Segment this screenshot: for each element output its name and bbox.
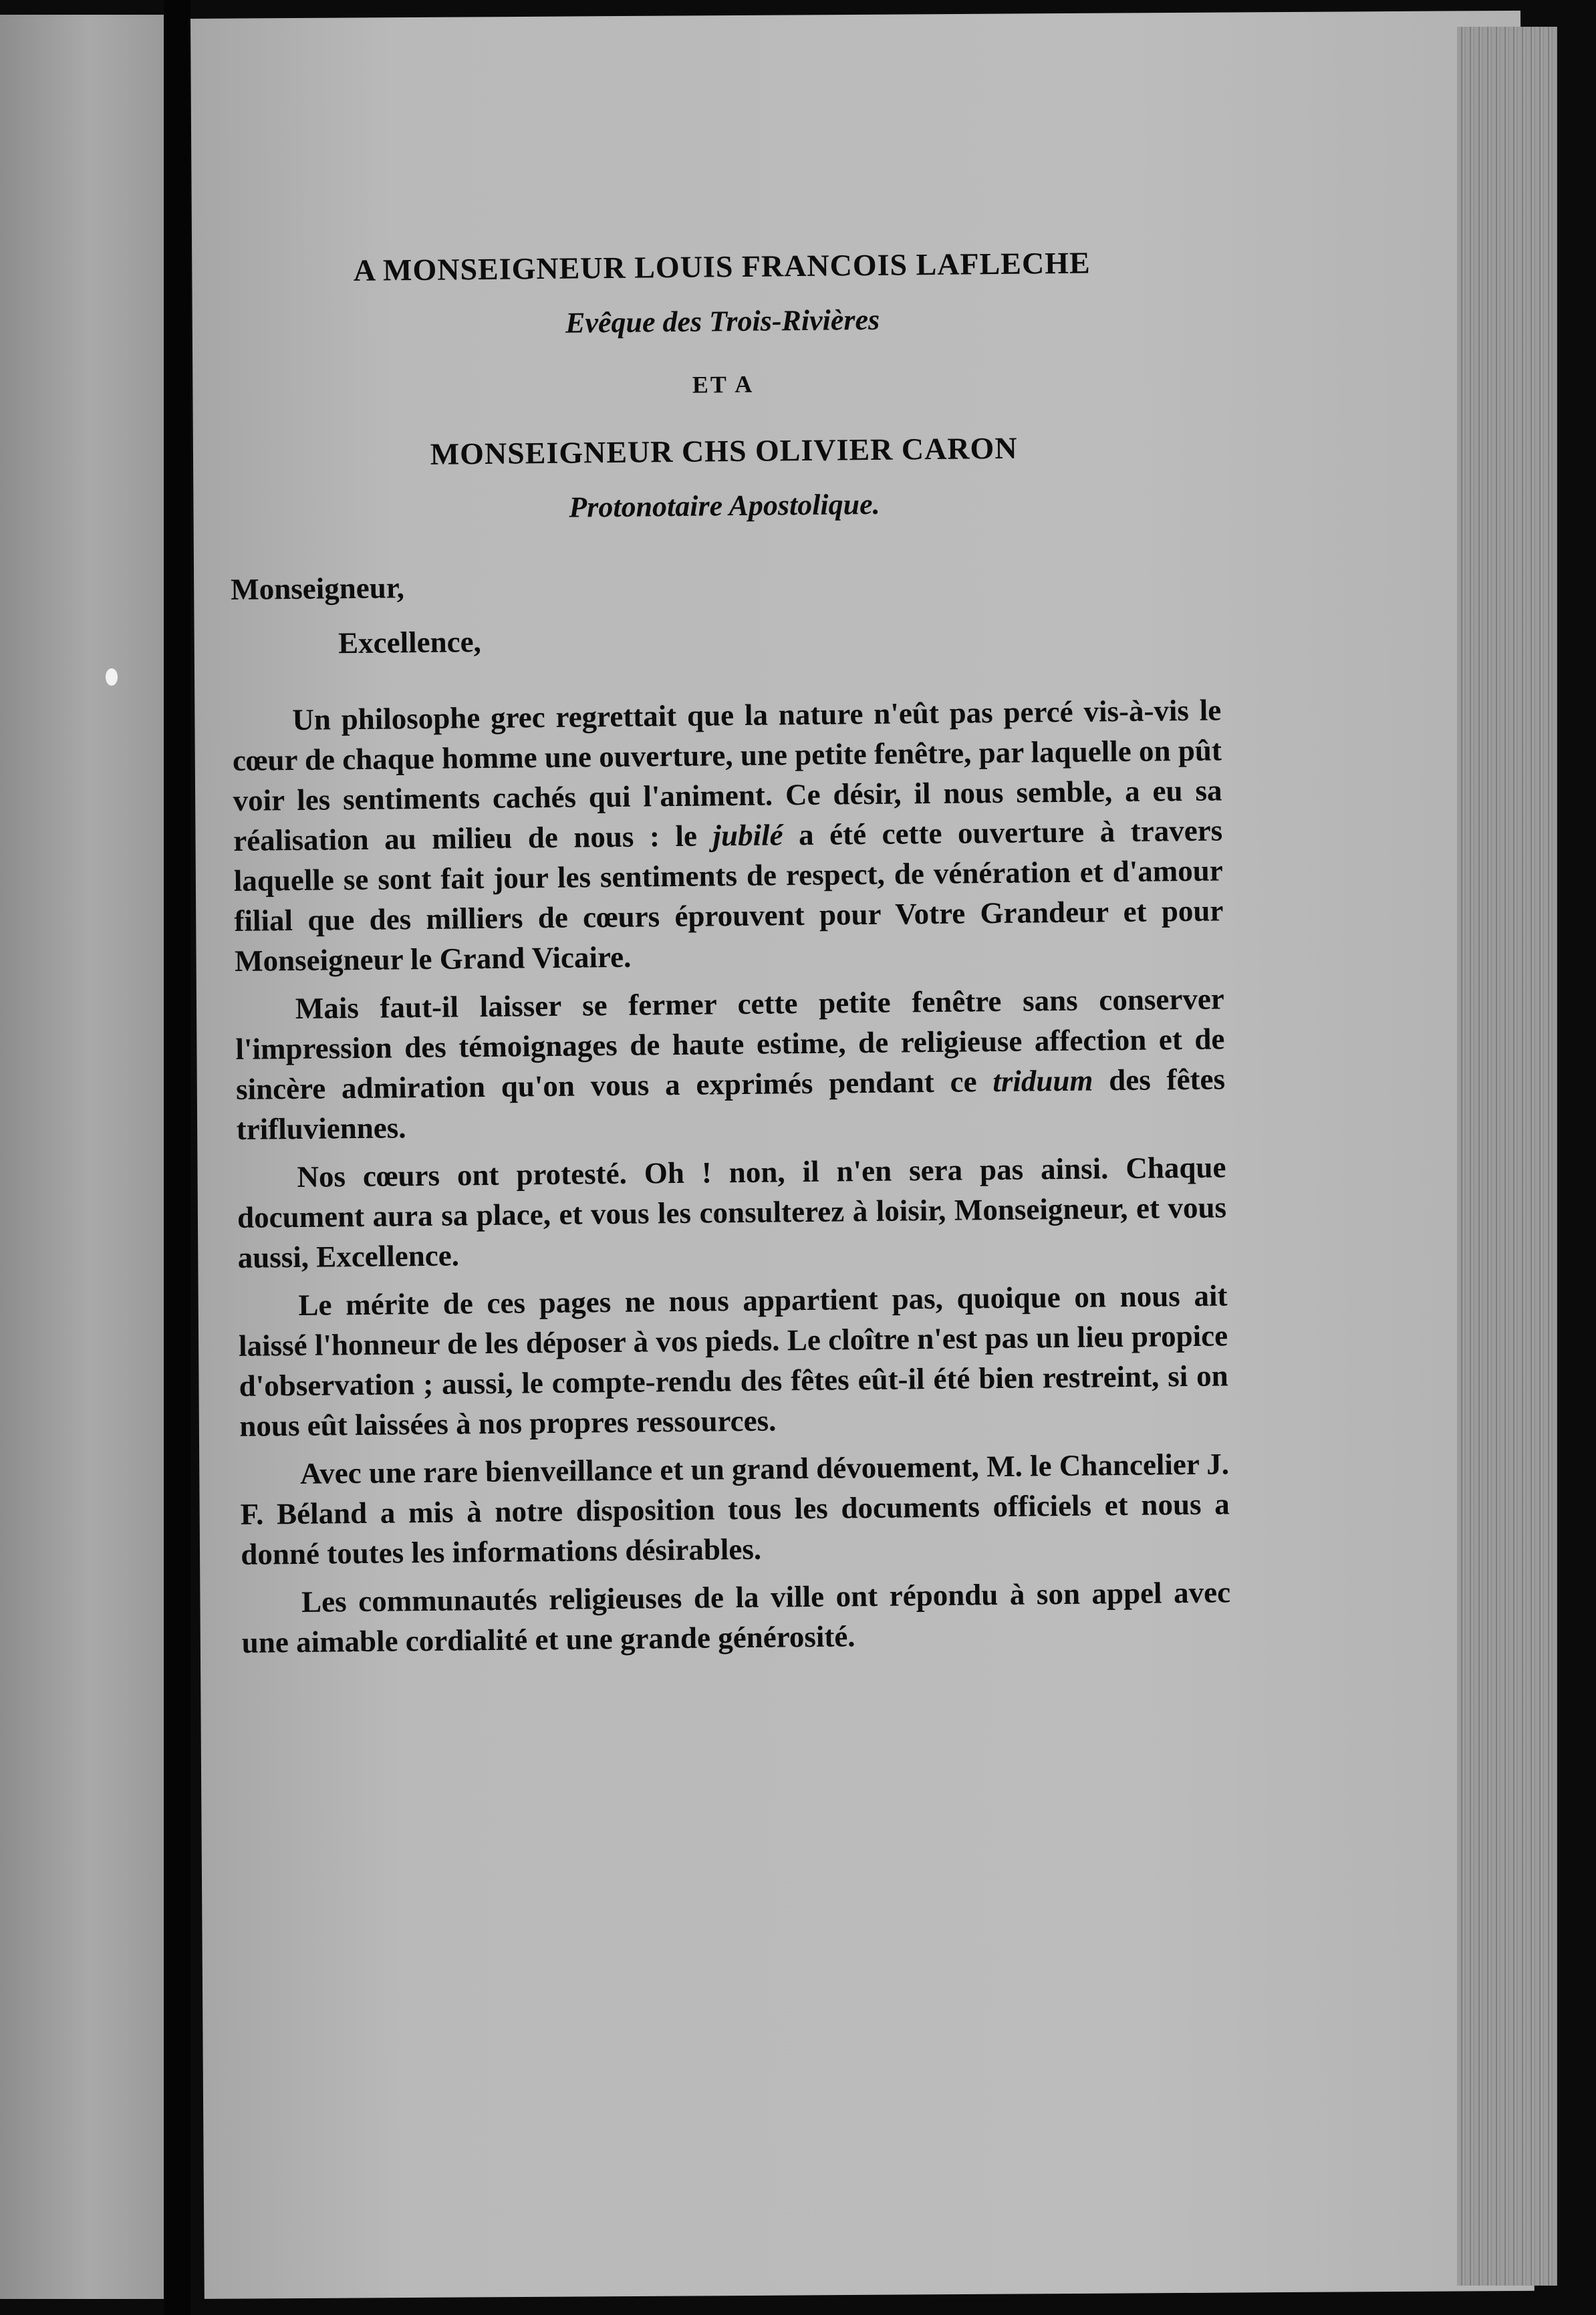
paragraph-1-text-b: a été cette ouverture à travers laquelle se sont fait jour les sentiments de respect, de vénération et d'amour filial que des milliers de cœurs éprouvent pour Votre Grandeur et pour Monseigneur le Grand Vicaire. <box>233 813 1224 978</box>
book-gutter <box>164 0 190 2315</box>
page-edges-shadow <box>1557 0 1596 2315</box>
left-page-margin <box>0 15 164 2299</box>
paragraph-3: Nos cœurs ont protesté. Oh ! non, il n'en sera pas ainsi. Chaque document aura sa place, et vous les consulterez à loisir, Monseigneur, et vous aussi, Excellence. <box>237 1150 1227 1274</box>
paragraph-2-italic: triduum <box>992 1063 1093 1099</box>
paragraph-2 <box>235 978 1226 1149</box>
scan-speck <box>106 668 118 686</box>
salutation-line-2: Excellence, <box>338 625 482 660</box>
paragraph-4: Le mérite de ces pages ne nous appartient pas, quoique on nous ait laissé l'honneur de les déposer à vos pieds. Le cloître n'est pas un lieu propice d'observation ; aussi, le compte-rendu des fêtes eût-il été bien restreint, si on nous eût laissées à nos propres ressources. <box>238 1278 1228 1443</box>
paragraph-2-text-b: des fêtes trifluviennes. <box>236 1062 1226 1146</box>
salutation-line-1: Monseigneur, <box>230 571 405 606</box>
page-text <box>227 244 1231 1671</box>
paragraph-5: Avec une rare bienveillance et un grand dévouement, M. le Chancelier J. F. Béland a mis à notre disposition tous les documents officiels et nous a donné toutes les informations désirables. <box>240 1447 1230 1571</box>
dedication-subtitle-1: Evêque des Trois-Rivières <box>565 303 880 339</box>
paragraph-6: Les communautés religieuses de la ville ont répondu à son appel avec une aimable cordialité et une grande générosité. <box>241 1575 1231 1659</box>
paragraph-2-text-a: Mais faut-il laisser se fermer cette petite fenêtre sans conserver l'impression des témoignages de haute estime, de religieuse affection et de sincère admiration qu'on vous a exprimés pendant ce <box>235 982 1225 1106</box>
paragraph-1-italic: jubilé <box>712 818 783 853</box>
paragraph-1 <box>232 690 1224 980</box>
dedication-heading-2: MONSEIGNEUR CHS OLIVIER CARON <box>430 430 1018 471</box>
paragraph-1-text-a: Un philosophe grec regrettait que la nature n'eût pas percé vis-à-vis le cœur de chaque homme une ouverture, une petite fenêtre, par laquelle on pût voir les sentiments cachés qui l'animent. Ce désir, il nous semble, a eu sa réalisation au milieu de nous : le <box>232 693 1222 857</box>
dedication-subtitle-2: Protonotaire Apostolique. <box>569 487 880 524</box>
dedication-conjunction: ET A <box>692 370 755 398</box>
dedication-heading-1: A MONSEIGNEUR LOUIS FRANCOIS LAFLECHE <box>353 245 1091 288</box>
